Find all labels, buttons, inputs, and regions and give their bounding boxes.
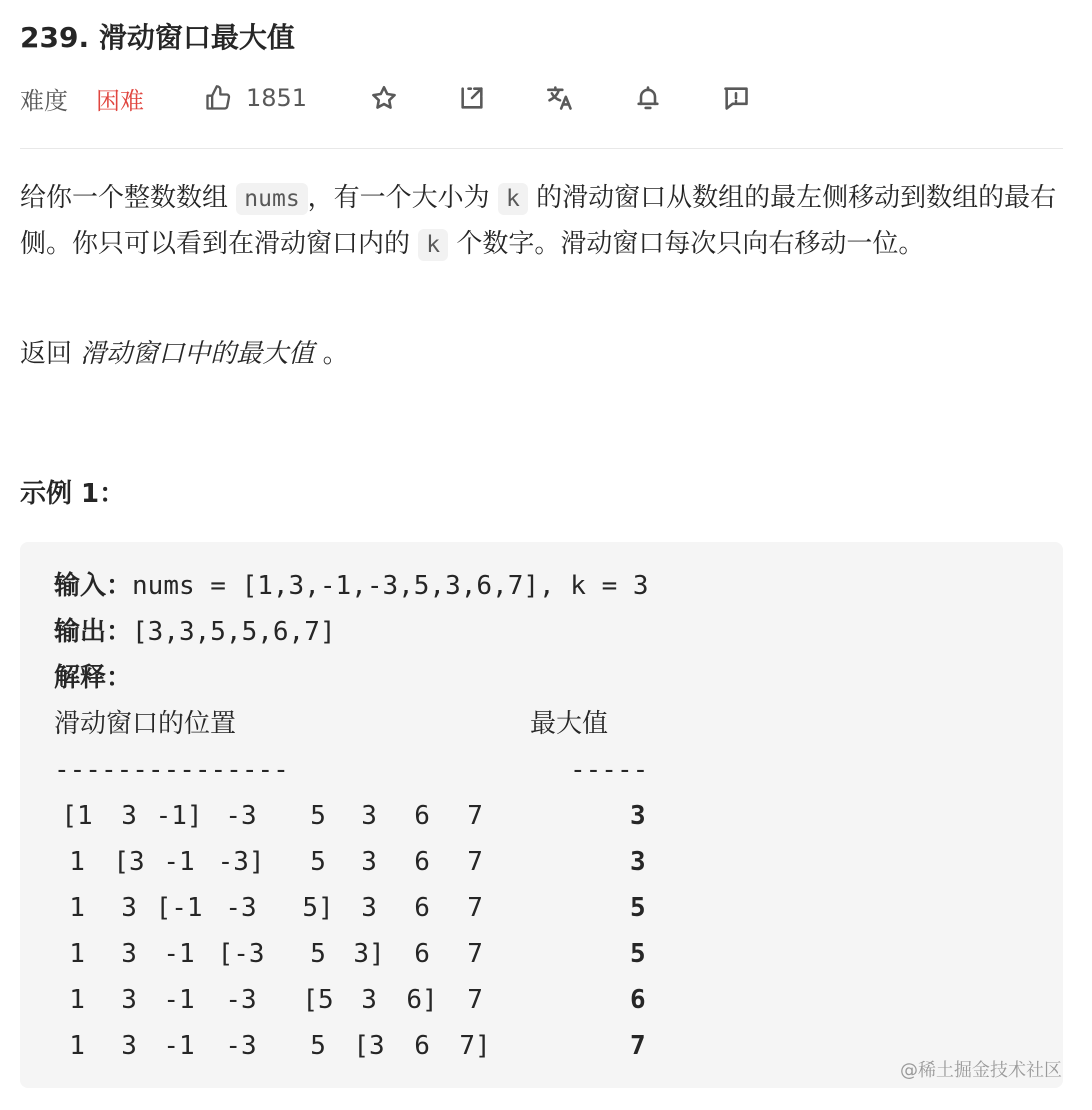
inline-code-nums: nums	[236, 183, 307, 215]
difficulty-label: 难度	[20, 86, 68, 115]
window-cell: 6	[414, 893, 430, 923]
window-cell: 7	[467, 847, 483, 877]
window-row	[54, 934, 754, 974]
window-cell: 7]	[459, 1031, 491, 1061]
window-cell: [1	[61, 801, 93, 831]
input-label: 输入：	[54, 571, 133, 601]
window-cell: -1	[163, 1031, 195, 1061]
return-prefix: 返回	[20, 339, 73, 369]
window-cell: 5	[310, 1031, 326, 1061]
window-max-value: 5	[630, 939, 646, 969]
description-text: 给你一个整数数组	[20, 183, 229, 213]
window-cell: 3	[361, 801, 377, 831]
window-max-value: 7	[630, 1031, 646, 1061]
window-cell: [-3	[217, 939, 265, 969]
window-cell: 5]	[302, 893, 334, 923]
window-cell: -3	[225, 801, 257, 831]
header-divider	[20, 148, 1063, 149]
window-cell: 6]	[406, 985, 438, 1015]
feedback-icon	[722, 84, 750, 112]
example-code-block	[20, 542, 1063, 1088]
window-cell: [3	[113, 847, 145, 877]
window-cell: 1	[69, 893, 85, 923]
inline-code-k: k	[498, 183, 528, 215]
window-cell: [3	[353, 1031, 385, 1061]
window-cell: 5	[310, 847, 326, 877]
window-cell: -1	[163, 985, 195, 1015]
window-row	[54, 888, 754, 928]
window-cell: -3	[225, 893, 257, 923]
window-cell: 3]	[353, 939, 385, 969]
description-text: 的滑动窗口从数组的最左侧移动到数组的最右侧。你只可以看到在滑动窗口内的	[20, 183, 1057, 259]
window-cell: -3]	[217, 847, 265, 877]
translate-button[interactable]	[542, 80, 578, 116]
window-cell: 5	[310, 801, 326, 831]
example-output-line	[54, 612, 336, 652]
window-cell: 3	[121, 893, 137, 923]
output-label: 输出：	[54, 617, 133, 647]
window-row	[54, 796, 754, 836]
window-cell: -1	[163, 847, 195, 877]
window-row	[54, 842, 754, 882]
window-cell: 7	[467, 893, 483, 923]
window-cell: [5	[302, 985, 334, 1015]
thumbs-up-icon	[204, 84, 232, 112]
column-header-max: 最大值	[530, 709, 609, 739]
window-cell: 7	[467, 985, 483, 1015]
like-count: 1851	[246, 84, 308, 112]
translate-icon	[546, 84, 574, 112]
window-cell: 3	[121, 1031, 137, 1061]
like-button[interactable]	[204, 78, 307, 118]
inline-code-k: k	[418, 229, 448, 261]
return-suffix: 。	[322, 339, 349, 369]
return-statement	[20, 332, 349, 377]
example-input-line	[54, 566, 649, 606]
window-cell: 3	[121, 939, 137, 969]
explain-label: 解释：	[54, 663, 133, 693]
star-icon	[370, 84, 398, 112]
watermark: @稀土掘金技术社区	[900, 1060, 1062, 1081]
window-cell: [-1	[155, 893, 203, 923]
window-cell: 5	[310, 939, 326, 969]
window-cell: 1	[69, 1031, 85, 1061]
window-cell: 3	[361, 847, 377, 877]
window-cell: 7	[467, 939, 483, 969]
share-icon	[458, 84, 486, 112]
window-max-value: 6	[630, 985, 646, 1015]
description-text: ，有一个大小为	[307, 183, 490, 213]
problem-meta-row	[20, 78, 1063, 118]
bell-icon	[634, 84, 662, 112]
dash-separator-max: -----	[570, 755, 649, 785]
window-max-value: 3	[630, 801, 646, 831]
column-header-window: 滑动窗口的位置	[54, 709, 237, 739]
return-emphasis: 滑动窗口中的最大值	[80, 339, 315, 369]
example-title: 示例 1：	[20, 479, 126, 509]
dash-separator-window: ---------------	[54, 755, 289, 785]
input-value: nums = [1,3,-1,-3,5,3,6,7], k = 3	[132, 571, 649, 601]
share-button[interactable]	[454, 80, 490, 116]
window-cell: 6	[414, 801, 430, 831]
subscribe-button[interactable]	[630, 80, 666, 116]
window-cell: 6	[414, 1031, 430, 1061]
problem-description	[20, 176, 1063, 268]
description-text: 个数字。滑动窗口每次只向右移动一位。	[456, 229, 925, 259]
window-cell: 3	[361, 893, 377, 923]
window-cell: -1]	[155, 801, 203, 831]
window-row	[54, 1026, 754, 1066]
window-cell: 6	[414, 847, 430, 877]
window-cell: 1	[69, 939, 85, 969]
window-cell: -3	[225, 1031, 257, 1061]
output-value: [3,3,5,5,6,7]	[132, 617, 336, 647]
window-cell: -1	[163, 939, 195, 969]
window-cell: 7	[467, 801, 483, 831]
feedback-button[interactable]	[718, 80, 754, 116]
window-cell: 6	[414, 939, 430, 969]
difficulty-badge: 困难	[96, 86, 144, 115]
window-max-value: 3	[630, 847, 646, 877]
window-cell: 3	[121, 985, 137, 1015]
favorite-button[interactable]	[366, 80, 402, 116]
window-cell: 3	[121, 801, 137, 831]
window-cell: -3	[225, 985, 257, 1015]
window-max-value: 5	[630, 893, 646, 923]
window-cell: 3	[361, 985, 377, 1015]
window-cell: 1	[69, 847, 85, 877]
window-row	[54, 980, 754, 1020]
problem-title: 239. 滑动窗口最大值	[20, 21, 295, 54]
window-cell: 1	[69, 985, 85, 1015]
